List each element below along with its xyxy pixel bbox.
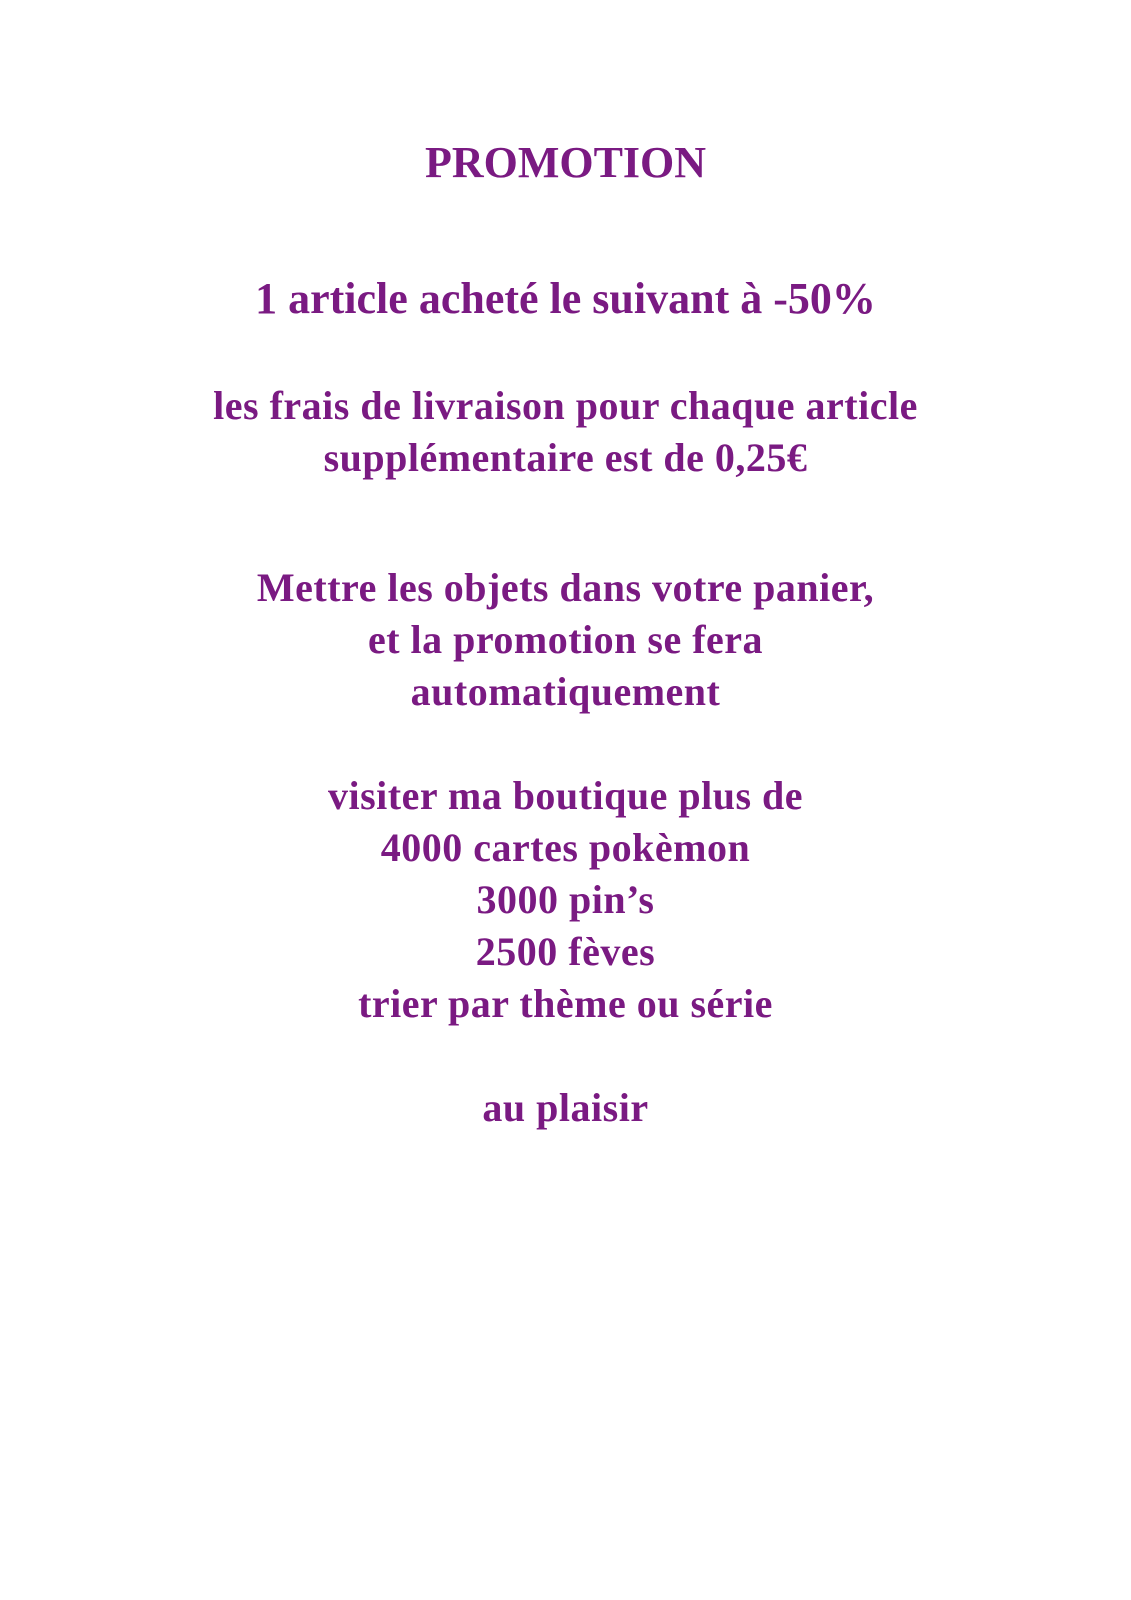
shop-line-1: visiter ma boutique plus de — [327, 773, 804, 818]
basket-line-2: et la promotion se fera — [367, 617, 764, 662]
offer-headline: 1 article acheté le suivant à -50% — [255, 274, 876, 323]
basket-line-3: automatiquement — [410, 669, 721, 714]
shipping-line-2: supplémentaire est de 0,25€ — [323, 435, 808, 480]
page-title: PROMOTION — [424, 138, 707, 187]
shop-line-3: 3000 pin’s — [476, 877, 655, 922]
shop-line-5: trier par thème ou série — [358, 981, 773, 1026]
closing-line: au plaisir — [482, 1085, 649, 1130]
shop-line-4: 2500 fèves — [475, 929, 656, 974]
shipping-line-1: les frais de livraison pour chaque article — [213, 383, 918, 428]
basket-line-1: Mettre les objets dans votre panier, — [256, 565, 875, 610]
shop-line-2: 4000 cartes pokèmon — [380, 825, 751, 870]
